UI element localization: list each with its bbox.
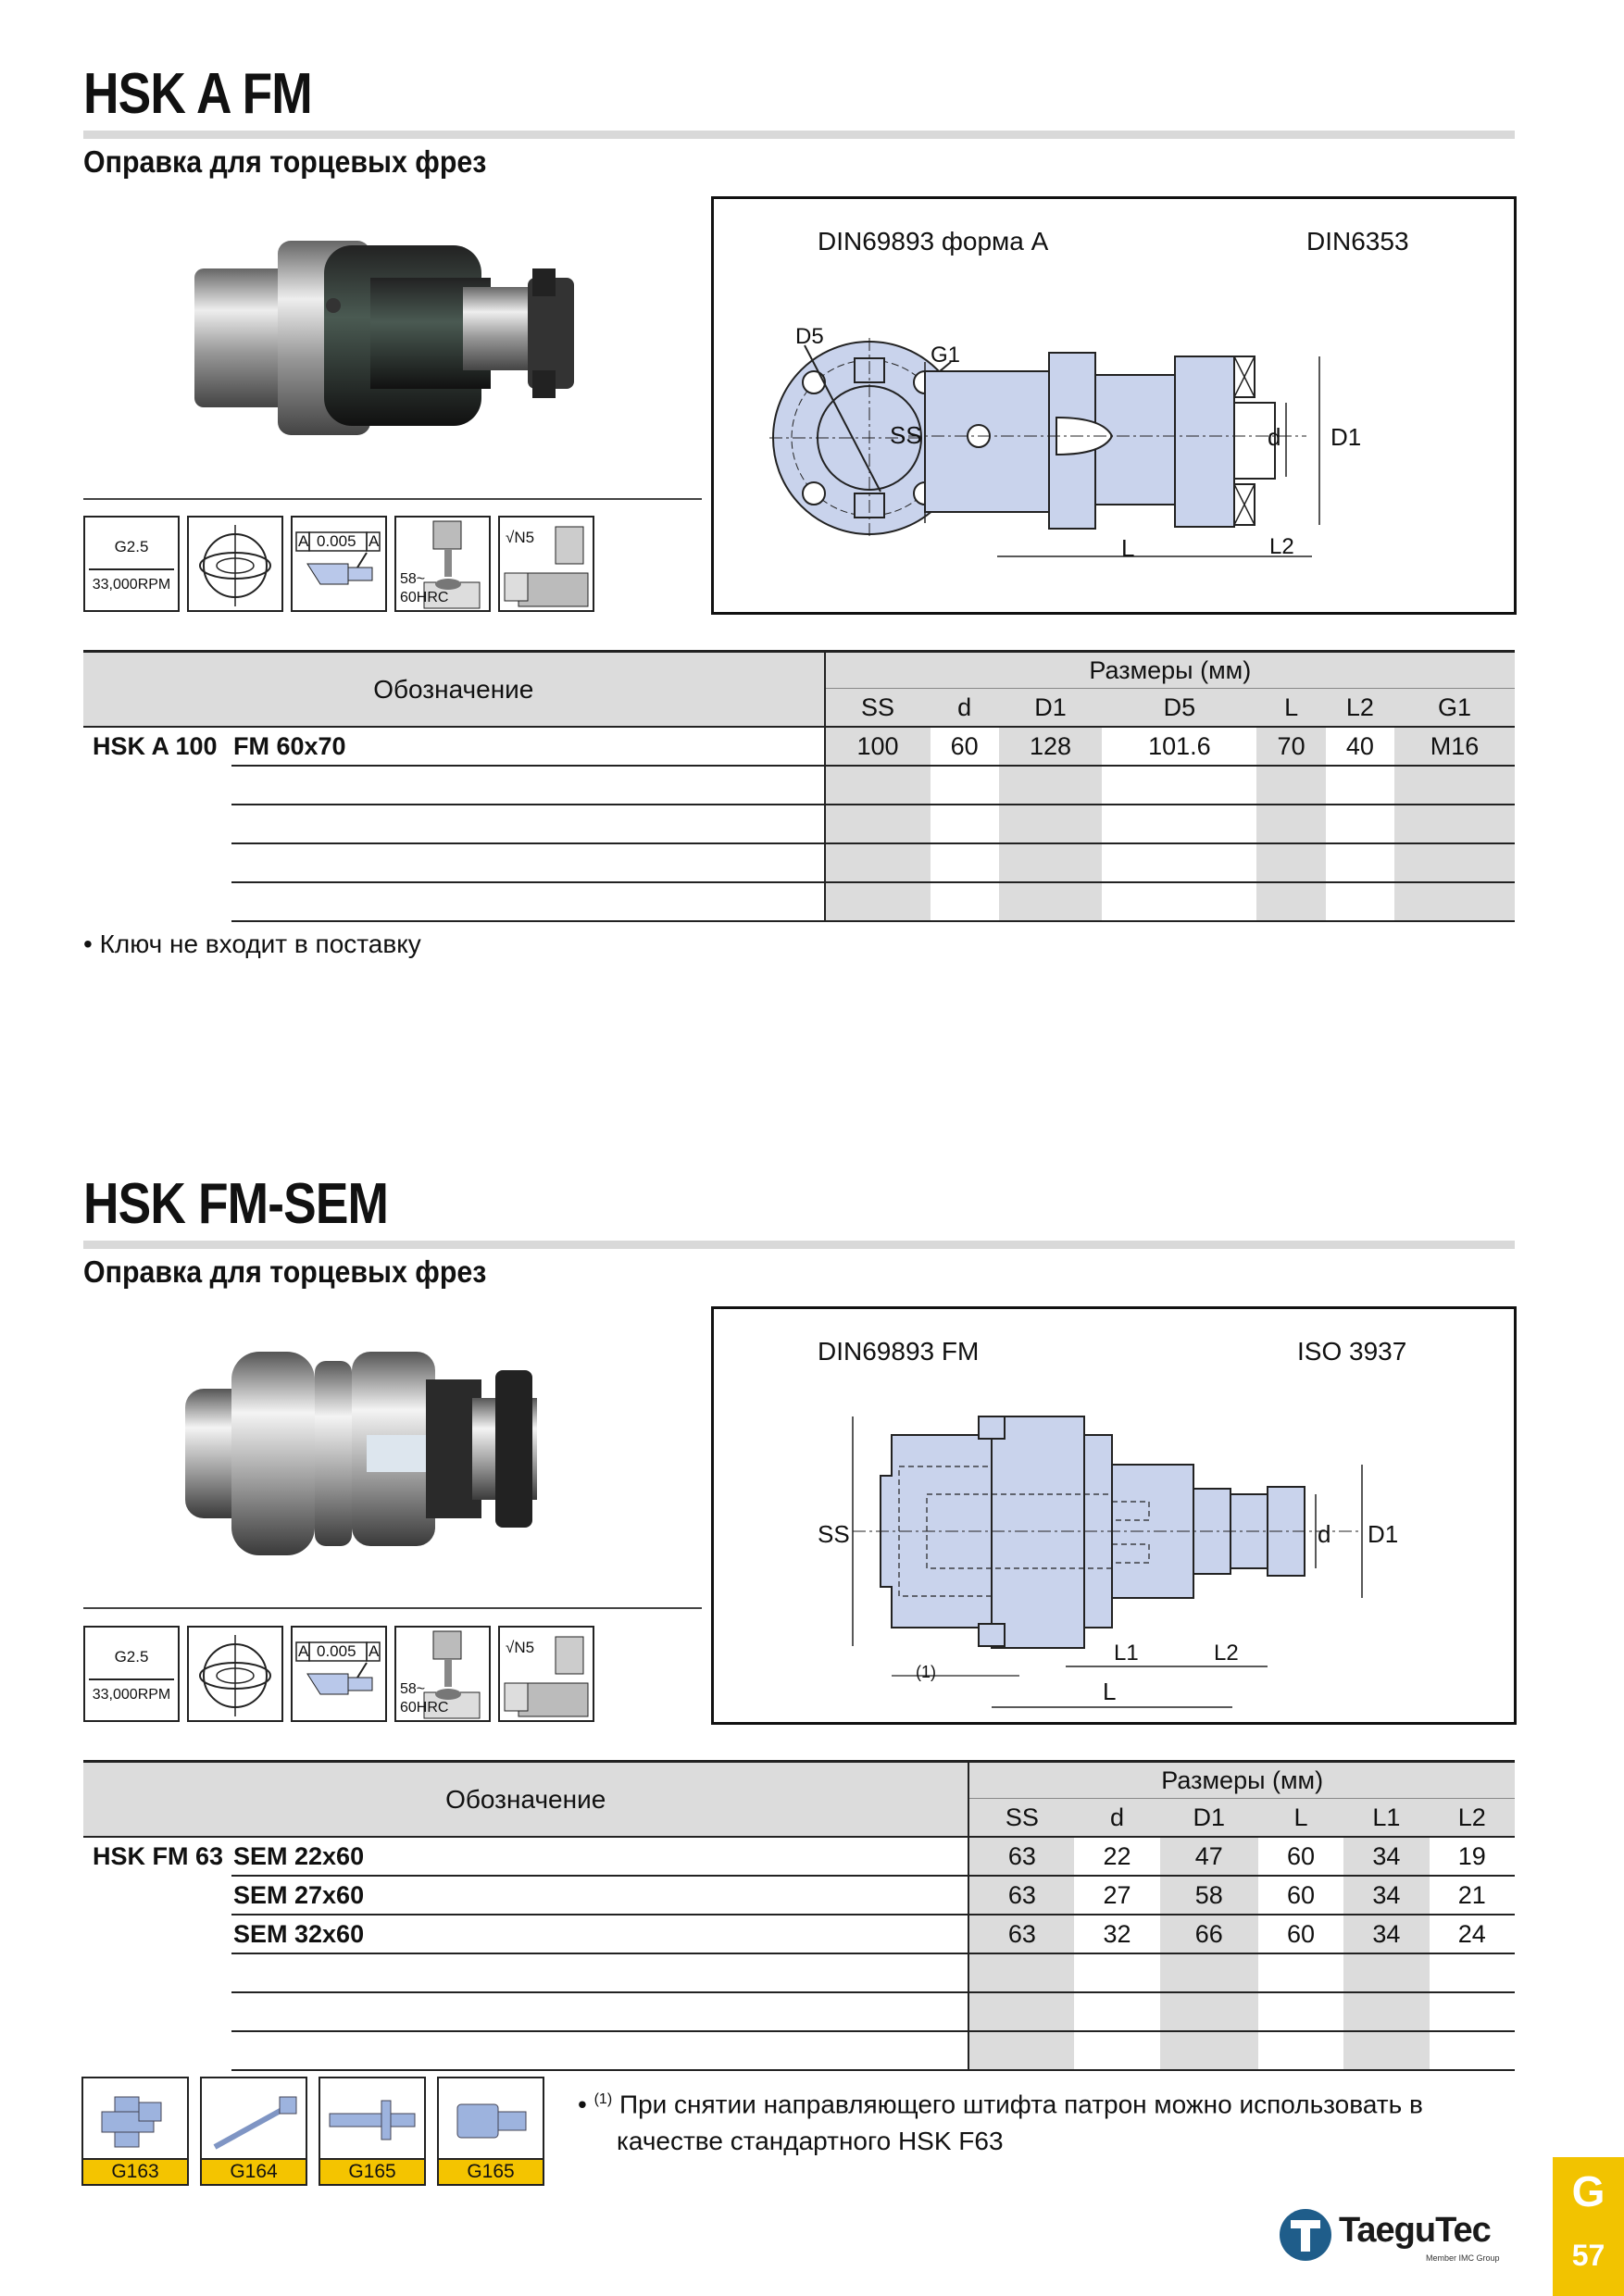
cell: 58 xyxy=(1160,1876,1258,1915)
section2-subtitle: Оправка для торцевых фрез xyxy=(83,1254,487,1289)
col-header: d xyxy=(931,689,999,728)
label-note1: (1) xyxy=(916,1663,936,1681)
drawing-lines xyxy=(714,199,1514,612)
cell: 63 xyxy=(968,1915,1074,1953)
ref-g165[interactable]: G165 xyxy=(437,2077,544,2186)
cell: 60 xyxy=(931,727,999,766)
table-row xyxy=(83,2031,1515,2070)
cell: 27 xyxy=(1074,1876,1159,1915)
dimensions-header: Размеры (мм) xyxy=(968,1762,1515,1799)
label-g1: G1 xyxy=(931,343,961,368)
hardness-icon: 58~ 60HRC xyxy=(394,516,491,612)
hsk-fm-sem-photo xyxy=(176,1324,611,1574)
col-header: L xyxy=(1256,689,1325,728)
col-header: d xyxy=(1074,1799,1159,1838)
table-row xyxy=(83,1876,1515,1915)
cell: 100 xyxy=(825,727,931,766)
cell: M16 xyxy=(1394,727,1515,766)
cell: 24 xyxy=(1430,1915,1515,1953)
table-row xyxy=(83,1992,1515,2031)
cell: 66 xyxy=(1160,1915,1258,1953)
label-d5: D5 xyxy=(795,324,824,349)
cell: 60 xyxy=(1258,1876,1343,1915)
table-row xyxy=(83,727,1515,766)
cell: 63 xyxy=(968,1876,1074,1915)
col-header: L2 xyxy=(1430,1799,1515,1838)
label-ss: SS xyxy=(890,421,922,449)
table-row xyxy=(83,1915,1515,1953)
title-underline xyxy=(83,1241,1515,1249)
designation-name: SEM 32x60 xyxy=(231,1915,968,1953)
cell: 60 xyxy=(1258,1837,1343,1876)
spec-table-2 xyxy=(83,1760,1515,2071)
surface-finish-icon: √N5 xyxy=(498,1626,594,1722)
ref-g165[interactable]: G165 xyxy=(319,2077,426,2186)
feature-icons xyxy=(83,516,594,612)
label-ss: SS xyxy=(818,1520,850,1548)
photo-divider xyxy=(83,498,702,500)
title-underline xyxy=(83,131,1515,139)
section2-note: • $^{(1)}$ При снятии направляющего штифта патрон можно использовать в качестве стандартного HSK F63 xyxy=(578,2090,1423,2156)
balance-rpm-icon: G2.5 33,000RPM xyxy=(83,1626,180,1722)
standard-right: ISO 3937 xyxy=(1297,1337,1407,1366)
cell: 21 xyxy=(1430,1876,1515,1915)
label-d: d xyxy=(1268,423,1281,451)
cell: 128 xyxy=(999,727,1102,766)
col-header: SS xyxy=(825,689,931,728)
designation-prefix: HSK FM 63 xyxy=(93,1842,224,1870)
table-row xyxy=(83,1837,1515,1876)
page-tab: G 57 xyxy=(1553,2157,1624,2296)
label-l2: L2 xyxy=(1214,1641,1239,1666)
col-header: D5 xyxy=(1102,689,1256,728)
designation-header: Обозначение xyxy=(83,1762,968,1838)
label-l: L xyxy=(1121,534,1135,562)
section1-title: HSK A FM xyxy=(83,62,312,126)
designation-name: SEM 27x60 xyxy=(231,1876,968,1915)
balancing-gyro-icon xyxy=(187,1626,283,1722)
runout-icon: A 0.005 A xyxy=(291,1626,387,1722)
section2-title: HSK FM-SEM xyxy=(83,1172,389,1236)
standard-right: DIN6353 xyxy=(1306,227,1409,256)
cell: 22 xyxy=(1074,1837,1159,1876)
balance-rpm-icon: G2.5 33,000RPM xyxy=(83,516,180,612)
col-header: D1 xyxy=(1160,1799,1258,1838)
cell: 63 xyxy=(968,1837,1074,1876)
technical-drawing xyxy=(711,196,1517,615)
spec-table-1 xyxy=(83,650,1515,922)
designation-prefix: HSK A 100 xyxy=(93,732,218,760)
designation-header: Обозначение xyxy=(83,652,825,728)
cell: 34 xyxy=(1343,1837,1429,1876)
hardness-icon: 58~ 60HRC xyxy=(394,1626,491,1722)
label-l2: L2 xyxy=(1269,534,1294,559)
label-d: d xyxy=(1318,1520,1331,1548)
designation-name: SEM 22x60 xyxy=(231,1837,968,1876)
ref-g163[interactable]: G163 xyxy=(81,2077,189,2186)
ref-g164[interactable]: G164 xyxy=(200,2077,307,2186)
feature-icons xyxy=(83,1626,594,1722)
taegutec-logo: TaeguTec Member IMC Group xyxy=(1278,2207,1518,2263)
designation-prefix xyxy=(83,1876,231,1915)
label-l1: L1 xyxy=(1114,1641,1139,1666)
table-row xyxy=(83,1953,1515,1992)
reference-icons xyxy=(81,2077,544,2186)
standard-left: DIN69893 форма A xyxy=(818,227,1049,256)
hsk-a-fm-photo xyxy=(185,222,611,454)
section1-note: • Ключ не входит в поставку xyxy=(83,930,421,958)
dimensions-header: Размеры (мм) xyxy=(825,652,1515,689)
designation-name: FM 60x70 xyxy=(231,727,825,766)
cell: 101.6 xyxy=(1102,727,1256,766)
designation-prefix xyxy=(83,1915,231,1953)
col-header: G1 xyxy=(1394,689,1515,728)
table-row xyxy=(83,805,1515,843)
cell: 40 xyxy=(1326,727,1394,766)
logo-mark-icon xyxy=(1278,2207,1333,2263)
cell: 34 xyxy=(1343,1876,1429,1915)
cell: 34 xyxy=(1343,1915,1429,1953)
runout-icon: A 0.005 A xyxy=(291,516,387,612)
cell: 47 xyxy=(1160,1837,1258,1876)
label-d1: D1 xyxy=(1368,1520,1399,1548)
cell: 70 xyxy=(1256,727,1325,766)
col-header: D1 xyxy=(999,689,1102,728)
col-header: SS xyxy=(968,1799,1074,1838)
surface-finish-icon: √N5 xyxy=(498,516,594,612)
cell: 19 xyxy=(1430,1837,1515,1876)
col-header: L xyxy=(1258,1799,1343,1838)
cell: 60 xyxy=(1258,1915,1343,1953)
balancing-gyro-icon xyxy=(187,516,283,612)
standard-left: DIN69893 FM xyxy=(818,1337,980,1366)
table-row xyxy=(83,882,1515,921)
section1-subtitle: Оправка для торцевых фрез xyxy=(83,144,487,179)
cell: 32 xyxy=(1074,1915,1159,1953)
technical-drawing xyxy=(711,1306,1517,1725)
photo-divider xyxy=(83,1607,702,1609)
table-row xyxy=(83,843,1515,882)
table-row xyxy=(83,766,1515,805)
label-l: L xyxy=(1103,1678,1117,1705)
col-header: L2 xyxy=(1326,689,1394,728)
label-d1: D1 xyxy=(1330,423,1362,451)
col-header: L1 xyxy=(1343,1799,1429,1838)
